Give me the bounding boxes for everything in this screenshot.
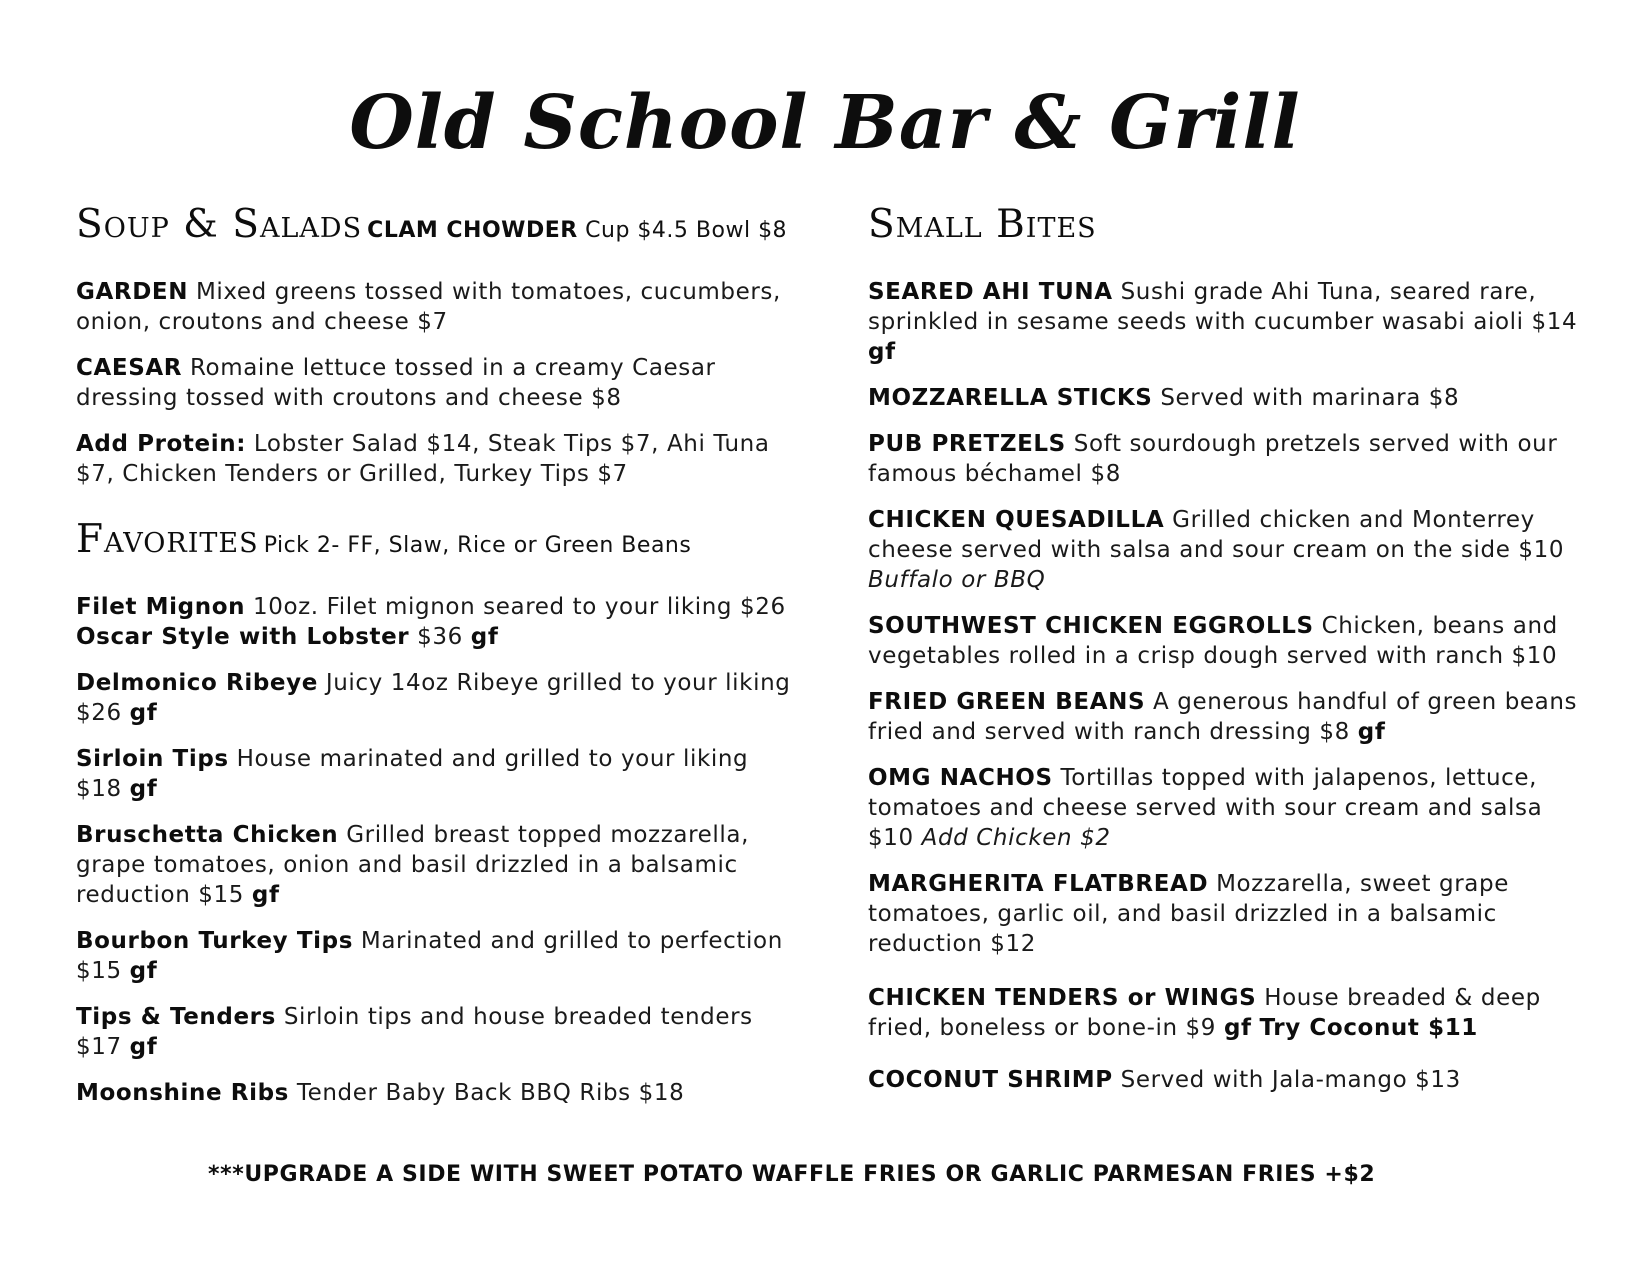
gf-tag: gf — [1357, 719, 1386, 745]
item-desc: Chicken, beans and vegetables rolled in a crisp dough served with ranch $10 — [868, 613, 1558, 669]
item-desc: Tortillas topped with jalapenos, lettuce, tomatoes and cheese served with sour cream and salsa $10 — [868, 765, 1543, 851]
item-name: Delmonico Ribeye — [76, 670, 318, 696]
item-name: FRIED GREEN BEANS — [868, 689, 1146, 715]
item-desc: 10oz. Filet mignon seared to your liking $26 — [253, 594, 786, 620]
item-option: Add Chicken $2 — [921, 825, 1111, 851]
item-desc: A generous handful of green beans fried and served with ranch dressing $8 — [868, 689, 1578, 745]
item-desc: House marinated and grilled to your liking $18 — [76, 746, 749, 802]
item-name: SOUTHWEST CHICKEN EGGROLLS — [868, 613, 1314, 639]
gf-tag: gf — [129, 776, 158, 802]
item-desc: Mixed greens tossed with tomatoes, cucumbers, onion, croutons and cheese $7 — [76, 279, 781, 335]
item-name: Filet Mignon — [76, 594, 246, 620]
item-extra-price: $36 — [417, 624, 463, 650]
gf-tag: gf — [1223, 1015, 1252, 1041]
item-extra: Try Coconut $11 — [1259, 1015, 1478, 1041]
item-name: OMG NACHOS — [868, 765, 1053, 791]
item-price: Cup $4.5 Bowl $8 — [585, 218, 788, 243]
item-name: MARGHERITA FLATBREAD — [868, 871, 1209, 897]
restaurant-title: Old School Bar & Grill — [349, 80, 1301, 166]
item-name: CHICKEN QUESADILLA — [868, 507, 1165, 533]
gf-tag: gf — [129, 700, 158, 726]
section-title-small-bites: Small Bites — [868, 202, 1097, 247]
item-name: CAESAR — [76, 355, 183, 381]
item-desc: Grilled chicken and Monterrey cheese served with salsa and sour cream on the side $10 — [868, 507, 1565, 563]
menu-item — [868, 611, 1588, 671]
item-name: CHICKEN TENDERS or WINGS — [868, 985, 1257, 1011]
right-column — [868, 200, 1588, 1111]
gf-tag: gf — [868, 339, 896, 365]
item-desc: Lobster Salad $14, Steak Tips $7, Ahi Tuna $7, Chicken Tenders or Grilled, Turkey Tips $7 — [76, 431, 770, 487]
clam-chowder-item — [367, 218, 787, 243]
item-name: COCONUT SHRIMP — [868, 1067, 1113, 1093]
item-desc: Juicy 14oz Ribeye grilled to your liking $26 — [76, 670, 791, 726]
item-desc: Sushi grade Ahi Tuna, seared rare, sprinkled in sesame seeds with cucumber wasabi aioli $14 — [868, 279, 1578, 335]
menu-item — [868, 505, 1588, 595]
item-name: CLAM CHOWDER — [367, 218, 578, 243]
menu-item — [76, 926, 796, 986]
menu-item — [76, 353, 796, 413]
menu-item — [868, 869, 1588, 959]
menu-item — [868, 429, 1588, 489]
menu-item — [76, 1002, 796, 1062]
gf-tag: gf — [470, 624, 499, 650]
menu-item — [868, 763, 1588, 853]
item-desc: Mozzarella, sweet grape tomatoes, garlic oil, and basil drizzled in a balsamic reduction $12 — [868, 871, 1509, 957]
gf-tag: gf — [129, 1034, 158, 1060]
item-name: SEARED AHI TUNA — [868, 279, 1113, 305]
item-name: Moonshine Ribs — [76, 1080, 289, 1106]
menu-item — [868, 1065, 1588, 1095]
item-name: Sirloin Tips — [76, 746, 229, 772]
menu-item — [868, 687, 1588, 747]
menu-item — [76, 277, 796, 337]
item-desc: Sirloin tips and house breaded tenders $17 — [76, 1004, 753, 1060]
item-desc: Served with Jala-mango $13 — [1120, 1067, 1461, 1093]
favorites-note: Pick 2- FF, Slaw, Rice or Green Beans — [263, 533, 692, 558]
item-name: MOZZARELLA STICKS — [868, 385, 1153, 411]
section-title-favorites: Favorites — [76, 517, 259, 562]
menu-item — [76, 668, 796, 728]
item-desc: Grilled breast topped mozzarella, grape tomatoes, onion and basil drizzled in a balsamic reduction $15 — [76, 822, 749, 908]
menu-item — [76, 429, 796, 489]
item-name: GARDEN — [76, 279, 189, 305]
menu-item — [76, 744, 796, 804]
section-title-soup-salads: Soup & Salads — [76, 202, 363, 247]
gf-tag: gf — [129, 958, 158, 984]
menu-item — [76, 592, 796, 652]
item-desc: Tender Baby Back BBQ Ribs $18 — [296, 1080, 685, 1106]
upgrade-note: ***UPGRADE A SIDE WITH SWEET POTATO WAFFLE FRIES OR GARLIC PARMESAN FRIES +$2 — [208, 1162, 1376, 1187]
left-column — [76, 200, 796, 1124]
item-name: Add Protein: — [76, 431, 246, 457]
item-desc: Marinated and grilled to perfection $15 — [76, 928, 783, 984]
item-desc: Soft sourdough pretzels served with our famous béchamel $8 — [868, 431, 1558, 487]
favorites-header — [76, 515, 796, 572]
menu-item — [868, 383, 1588, 413]
item-name: Bruschetta Chicken — [76, 822, 339, 848]
item-desc: Served with marinara $8 — [1160, 385, 1460, 411]
item-extra: Oscar Style with Lobster — [76, 624, 410, 650]
menu-item — [76, 820, 796, 910]
item-name: Tips & Tenders — [76, 1004, 276, 1030]
item-desc: House breaded & deep fried, boneless or bone-in $9 — [868, 985, 1541, 1041]
item-option: Buffalo or BBQ — [868, 567, 1046, 593]
small-bites-header — [868, 200, 1588, 257]
soup-salads-header — [76, 200, 796, 257]
gf-tag: gf — [251, 882, 280, 908]
menu-item — [868, 983, 1588, 1043]
item-desc: Romaine lettuce tossed in a creamy Caesar dressing tossed with croutons and cheese $8 — [76, 355, 716, 411]
item-name: Bourbon Turkey Tips — [76, 928, 353, 954]
menu-item — [868, 277, 1588, 367]
menu-item — [76, 1078, 796, 1108]
item-name: PUB PRETZELS — [868, 431, 1066, 457]
